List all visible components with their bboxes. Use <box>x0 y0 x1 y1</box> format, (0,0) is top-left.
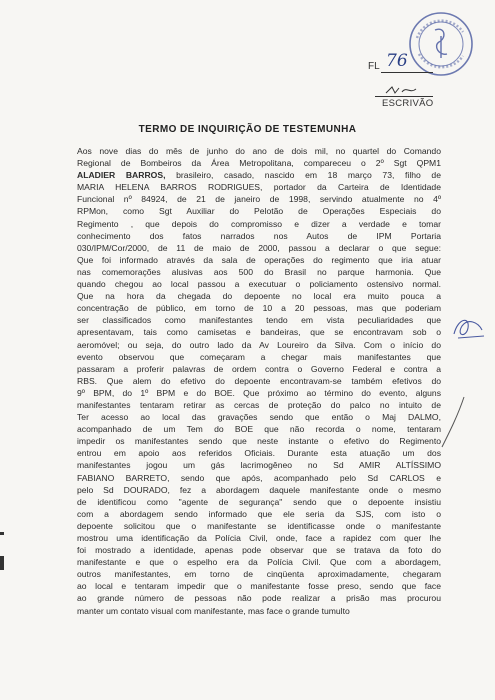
text-line: entrou em apoio aos referidos Oficiais. Durante esta atuação um dos <box>77 448 441 459</box>
text-line: passaram a proferir palavras de ordem contra o Governo Federal e contra a <box>77 363 441 374</box>
text-line: FABIANO BARRETO, sendo que após, acompanhado pelo Sd CARLOS e <box>77 472 441 483</box>
text-line: outros manifestantes, em torno de cinqüenta aproximadamente, chegaram <box>77 569 441 580</box>
text-line: impedir os manifestantes sendo que neste instante o efetivo do Regimento <box>77 436 441 447</box>
text-line: aeromóvel; ou seja, do outro lado da Av Loureiro da Silva. Com o início do <box>77 339 441 350</box>
official-seal-stamp <box>405 8 477 80</box>
text-line: Ter acesso ao local das gravações sendo que então o Maj DALMO, <box>77 412 441 423</box>
text-line: Que na hora da chegada do depoente no local era muito pouca a <box>77 291 441 302</box>
margin-annotation-stroke <box>438 395 468 450</box>
text-line: mostrou uma identificação da Polícia Civil, onde, face a rapidez com quer lhe <box>77 533 441 543</box>
text-line: nas comemorações alusivas aos 500 do Brasil no parque harmonia. Que <box>77 266 441 277</box>
text-line: 030/IPM/Cor/2000, de 11 de maio de 2000, passou a declarar o que segue: <box>77 242 441 253</box>
text-line: apresentavam, tais como camisetas e bandeiras, que se encontravam sob o <box>77 327 441 338</box>
text-line: RPMon, como Sgt Auxiliar do Pelotão de Operações Especiais do <box>77 206 441 217</box>
binder-mark <box>0 532 4 535</box>
clerk-initials-signature <box>384 84 418 96</box>
text-line: 9º BPM, do 1º BPM e do BOE. Que próximo ao término do evento, alguns <box>77 387 441 398</box>
text-line: ao grande número de pessoas não pode realizar a prisão mas procurou <box>77 593 441 604</box>
folio-label: FL <box>368 61 380 72</box>
text-line: quando chegou ao local passou a executuar o policiamento ostensivo normal. <box>77 279 441 290</box>
document-title: TERMO DE INQUIRIÇÃO DE TESTEMUNHA <box>138 124 357 135</box>
clerk-label: ESCRIVÃO <box>382 98 434 109</box>
text-line: acompanhado de um Tem do BOE que não recorda o nome, tentaram <box>77 424 441 435</box>
clerk-signature-line <box>375 96 433 97</box>
margin-signature <box>448 312 488 344</box>
text-line: manifestantes jogou um gás lacrimogêneo no Sd AMIR ALTÍSSIMO <box>77 460 441 471</box>
text-line: manter um contato visual com manifestante, mas face o grande tumulto <box>77 605 350 616</box>
testimony-body <box>77 145 441 617</box>
text-line: concentração de público, em torno de 10 a 20 pessoas, mas que poderiam <box>77 303 441 314</box>
text-line: depoente solicitou que o manifestante se identificasse onde o manifestante <box>77 520 441 531</box>
text-line: Funcional nº 84924, de 21 de janeiro de 1998, servindo atualmente no 4º <box>77 194 441 205</box>
text-line: RBS. Que alem do efetivo do depoente encontravam-se também efetivos do <box>77 375 441 386</box>
text-line: Aos nove dias do mês de junho do ano de dois mil, no quartel do Comando <box>77 146 441 156</box>
text-line: manifestantes tentaram retirar as cercas de proteção do palco no intuito de <box>77 399 441 410</box>
folio-underline <box>381 72 433 73</box>
binder-mark <box>0 556 4 570</box>
text-line: evento observou que começaram a chegar mais manifestantes que <box>77 351 441 362</box>
text-line: ser classificados como manifestantes tendo em vista peculiaridades que <box>77 315 441 326</box>
folio-number: 76 <box>386 51 408 71</box>
text-line: conhecimento dos fatos narrados nos Autos de IPM Portaria <box>77 230 441 241</box>
text-line: com a abordagem sendo informado que ele seria da SJS, com isto o <box>77 508 441 519</box>
text-line: ALADIER BARROS, brasileiro, casado, nascido em 18 março 73, filho de <box>77 170 441 181</box>
text-line: de identificou como "agente de segurança" sendo que o depoente insistiu <box>77 496 441 507</box>
text-line: pelo Sd DOURADO, fez a abordagem daquele manifestante onde o mesmo <box>77 484 441 495</box>
text-line: Regimento , que depois do compromisso e dizer a verdade e tomar <box>77 218 441 229</box>
text-line: Que foi informado através da sala de operações do regimento que iria atuar <box>77 254 441 265</box>
text-line: ao local e tentaram impedir que o manifestante fosse preso, sendo que face <box>77 581 441 592</box>
text-line: MARIA HELENA BARROS RODRIGUES, portador da Carteira de Identidade <box>77 182 441 193</box>
text-line: Regional de Bombeiros da Área Metropolitana, compareceu o 2º Sgt QPM1 <box>77 158 441 169</box>
text-line: foi mostrado a identidade, apenas pode observar que se tratava da foto do <box>77 545 441 556</box>
text-line: manifestante e que o espelho era da Polícia Civil. Que com a abordagem, <box>77 557 441 568</box>
